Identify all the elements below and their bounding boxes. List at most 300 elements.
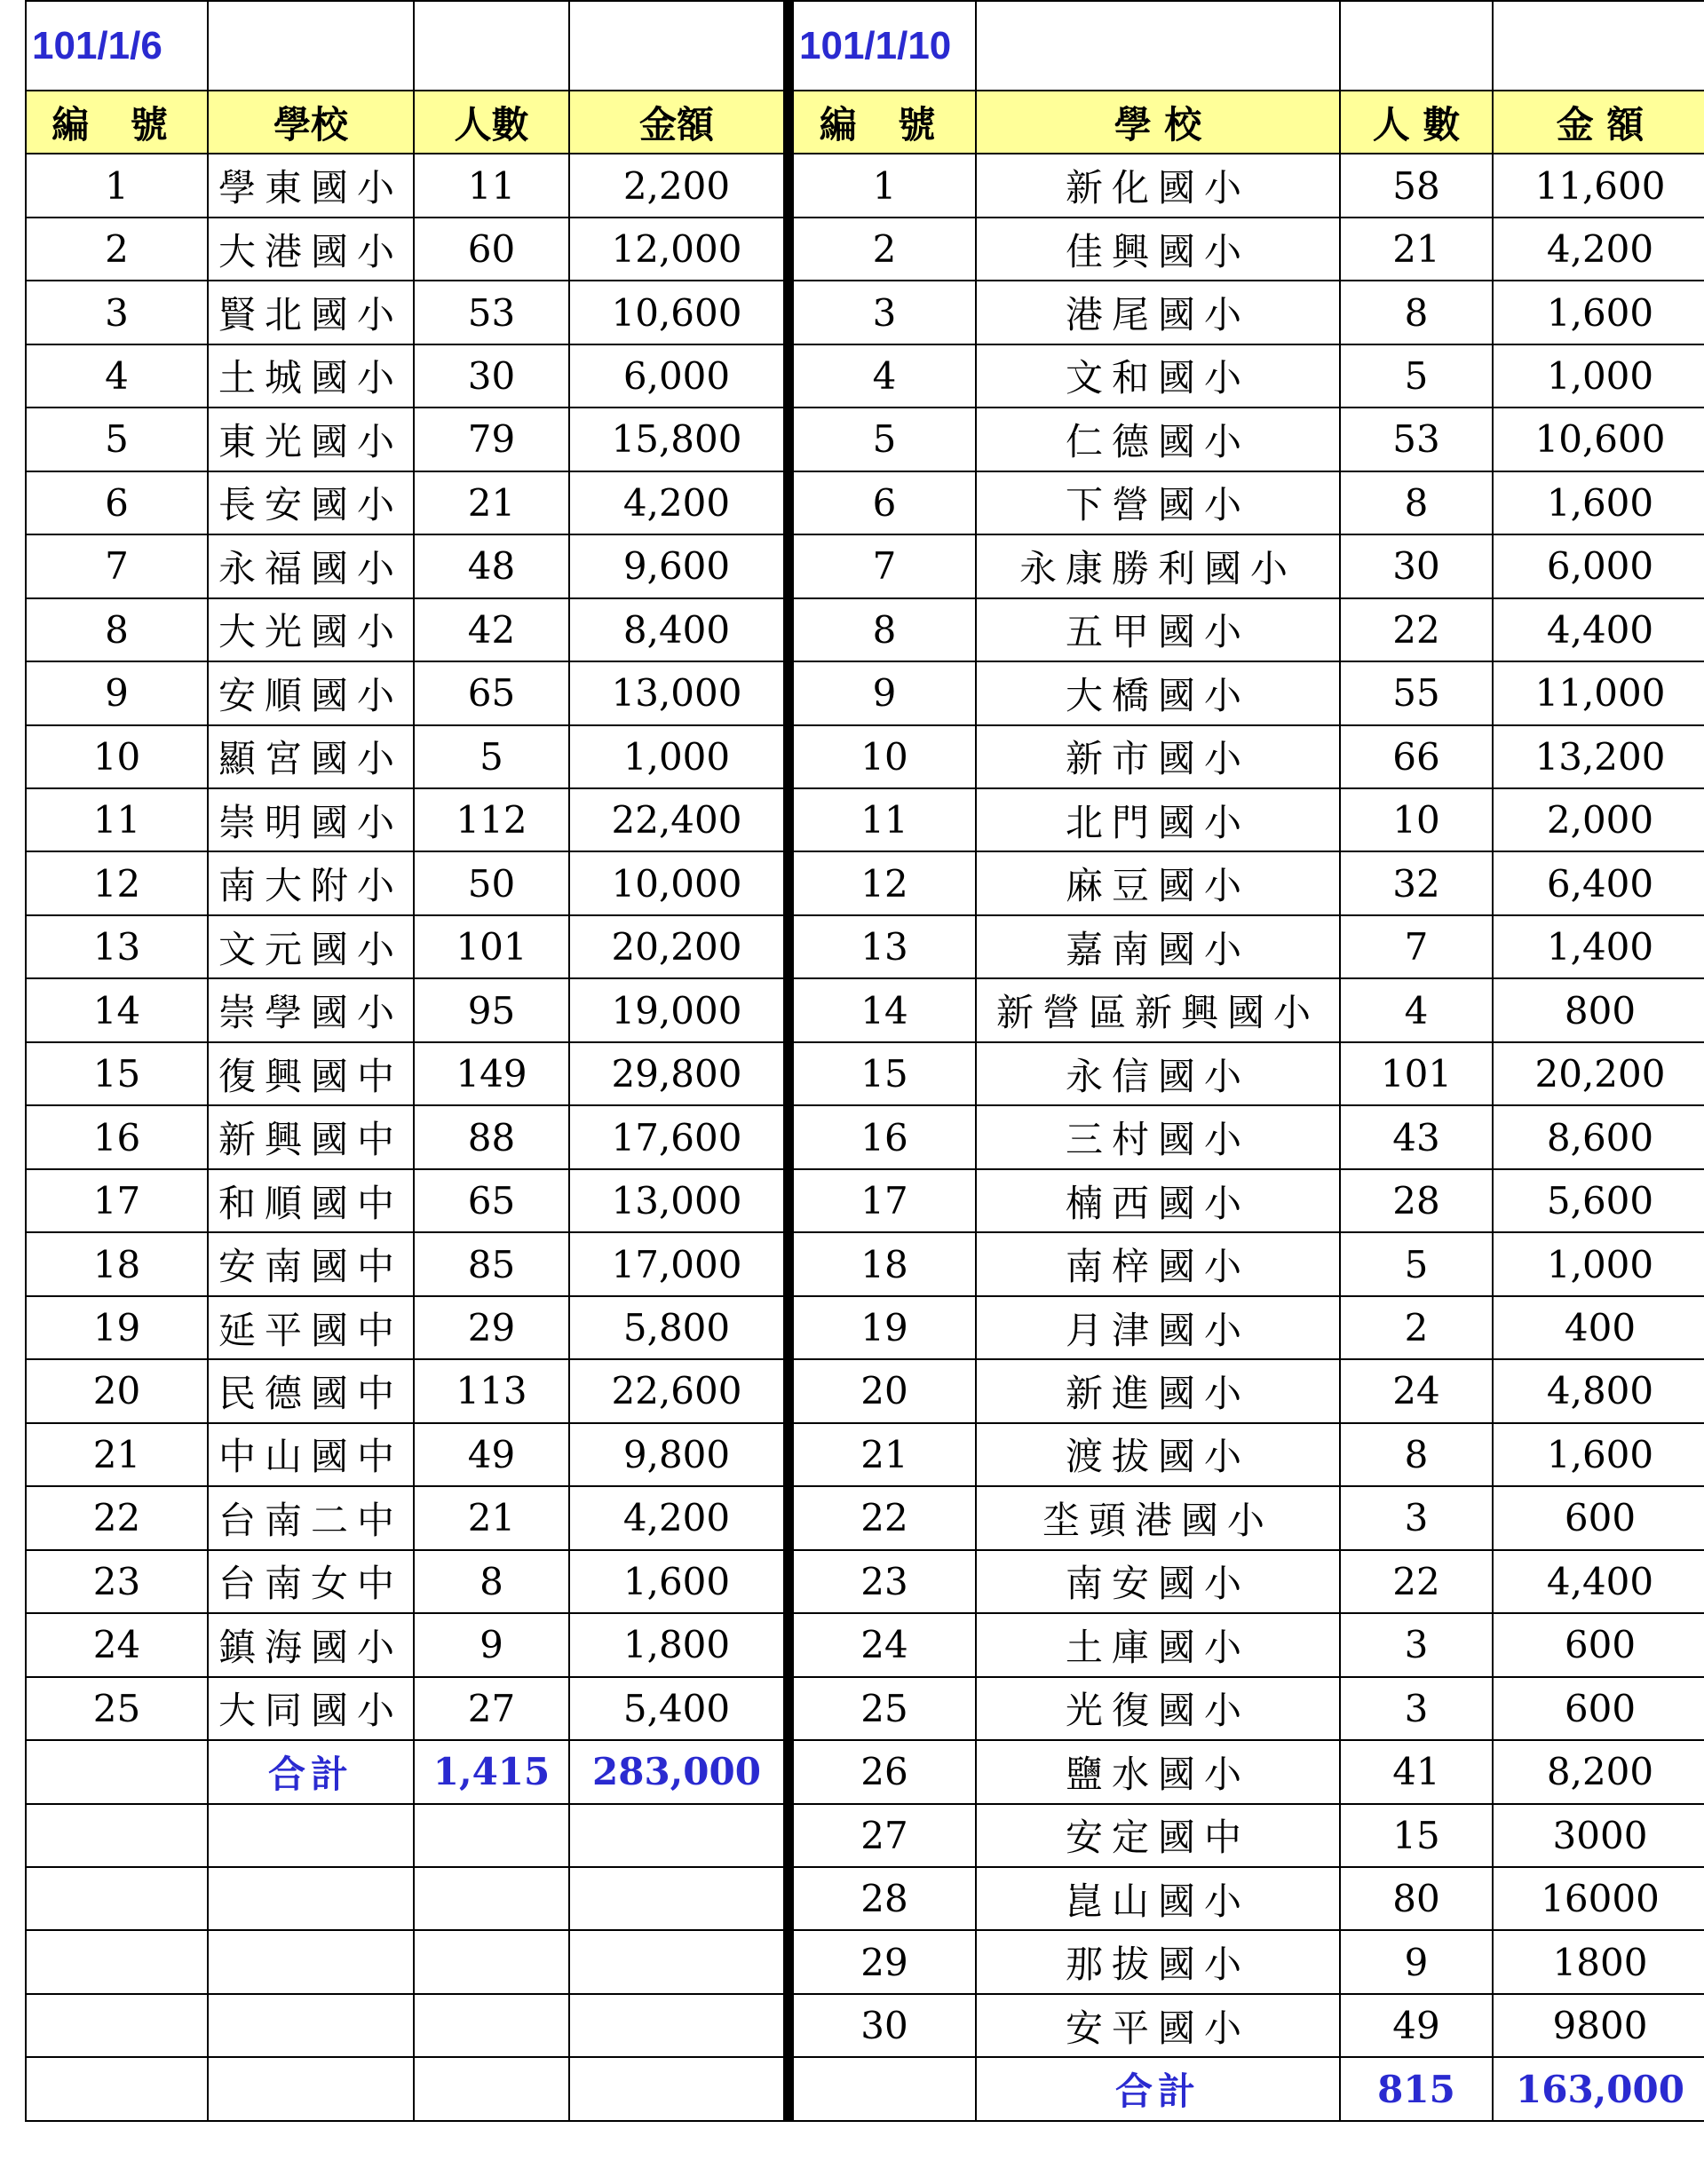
amount-value: 3000	[1493, 1804, 1704, 1867]
amount-value: 16000	[1493, 1867, 1704, 1930]
school-name: 崑山國小	[976, 1867, 1340, 1930]
empty-cell	[793, 2057, 976, 2121]
table-row	[793, 1804, 1704, 1867]
row-number: 3	[793, 281, 976, 344]
people-count: 21	[1340, 218, 1493, 281]
row-number: 9	[793, 661, 976, 724]
people-count: 15	[1340, 1804, 1493, 1867]
people-count: 50	[414, 851, 569, 914]
table-row	[793, 1930, 1704, 1993]
school-name: 南安國小	[976, 1550, 1340, 1613]
school-name: 五甲國小	[976, 598, 1340, 661]
amount-value: 1,000	[569, 725, 784, 788]
empty-cell	[569, 1994, 784, 2057]
school-name: 永福國小	[208, 534, 414, 597]
people-count: 22	[1340, 598, 1493, 661]
table-row	[793, 1105, 1704, 1168]
empty-cell	[26, 1867, 208, 1930]
empty-cell	[414, 1930, 569, 1993]
people-count: 30	[414, 344, 569, 408]
table-row	[793, 1486, 1704, 1549]
amount-value: 10,000	[569, 851, 784, 914]
empty-row	[26, 1804, 784, 1867]
row-number: 8	[793, 598, 976, 661]
amount-value: 9,600	[569, 534, 784, 597]
people-count: 8	[414, 1550, 569, 1613]
amount-value: 8,200	[1493, 1740, 1704, 1803]
amount-value: 600	[1493, 1677, 1704, 1740]
table-row	[793, 1867, 1704, 1930]
left-table-body	[26, 1, 784, 2121]
people-count: 49	[1340, 1994, 1493, 2057]
amount-value: 600	[1493, 1486, 1704, 1549]
school-name: 下營國小	[976, 471, 1340, 534]
people-count: 65	[414, 661, 569, 724]
empty-row	[26, 2057, 784, 2121]
table-row	[793, 471, 1704, 534]
amount-value: 17,000	[569, 1232, 784, 1295]
people-count: 30	[1340, 534, 1493, 597]
table-row	[793, 534, 1704, 597]
table-row	[26, 1105, 784, 1168]
amount-value: 22,400	[569, 788, 784, 851]
empty-cell	[208, 1994, 414, 2057]
school-name: 港尾國小	[976, 281, 1340, 344]
row-number: 13	[26, 915, 208, 978]
school-name: 台南二中	[208, 1486, 414, 1549]
row-number: 4	[793, 344, 976, 408]
row-number: 11	[793, 788, 976, 851]
amount-value: 5,800	[569, 1296, 784, 1359]
amount-value: 19,000	[569, 978, 784, 1041]
row-number: 22	[26, 1486, 208, 1549]
people-count: 9	[1340, 1930, 1493, 1993]
row-number: 10	[793, 725, 976, 788]
row-number: 5	[793, 408, 976, 471]
people-count: 42	[414, 598, 569, 661]
row-number: 16	[793, 1105, 976, 1168]
people-count: 65	[414, 1169, 569, 1232]
school-name: 崇明國小	[208, 788, 414, 851]
total-amount: 283,000	[569, 1740, 784, 1803]
school-name: 新興國中	[208, 1105, 414, 1168]
school-name: 民德國中	[208, 1359, 414, 1422]
right-table-body	[793, 1, 1704, 2121]
row-number: 26	[793, 1740, 976, 1803]
people-count: 48	[414, 534, 569, 597]
table-row	[793, 1994, 1704, 2057]
people-count: 80	[1340, 1867, 1493, 1930]
people-count: 149	[414, 1042, 569, 1105]
school-name: 佳興國小	[976, 218, 1340, 281]
people-count: 85	[414, 1232, 569, 1295]
table-row	[26, 851, 784, 914]
people-count: 5	[414, 725, 569, 788]
amount-value: 4,200	[1493, 218, 1704, 281]
amount-value: 11,000	[1493, 661, 1704, 724]
total-label: 合計	[976, 2057, 1340, 2121]
empty-cell	[208, 1, 414, 91]
table-row	[26, 1677, 784, 1740]
amount-value: 2,000	[1493, 788, 1704, 851]
amount-value: 20,200	[569, 915, 784, 978]
row-number: 18	[793, 1232, 976, 1295]
table-row	[793, 344, 1704, 408]
table-row	[793, 1169, 1704, 1232]
table-row	[26, 788, 784, 851]
amount-value: 10,600	[569, 281, 784, 344]
row-number: 30	[793, 1994, 976, 2057]
school-name: 復興國中	[208, 1042, 414, 1105]
people-count: 53	[414, 281, 569, 344]
amount-value: 1,600	[569, 1550, 784, 1613]
date-label: 101/1/6	[26, 1, 208, 91]
amount-value: 22,600	[569, 1359, 784, 1422]
school-name: 安平國小	[976, 1994, 1340, 2057]
amount-value: 800	[1493, 978, 1704, 1041]
date-row	[26, 1, 784, 91]
table-row	[793, 1613, 1704, 1676]
people-count: 95	[414, 978, 569, 1041]
amount-value: 1,600	[1493, 1423, 1704, 1486]
row-number: 27	[793, 1804, 976, 1867]
table-row	[26, 725, 784, 788]
header-no: 編 號	[793, 91, 976, 154]
school-name: 崇學國小	[208, 978, 414, 1041]
amount-value: 15,800	[569, 408, 784, 471]
table-row	[793, 1296, 1704, 1359]
table-row	[26, 344, 784, 408]
school-name: 大港國小	[208, 218, 414, 281]
empty-row	[26, 1930, 784, 1993]
amount-value: 600	[1493, 1613, 1704, 1676]
amount-value: 8,600	[1493, 1105, 1704, 1168]
table-row	[26, 471, 784, 534]
table-row	[26, 534, 784, 597]
table-row	[793, 408, 1704, 471]
people-count: 41	[1340, 1740, 1493, 1803]
right-table-101-1-10	[792, 0, 1704, 2122]
row-number: 28	[793, 1867, 976, 1930]
row-number: 17	[793, 1169, 976, 1232]
empty-cell	[1340, 1, 1493, 91]
people-count: 3	[1340, 1613, 1493, 1676]
school-name: 和順國中	[208, 1169, 414, 1232]
row-number: 21	[793, 1423, 976, 1486]
sheet-wrapper	[25, 0, 1703, 2122]
people-count: 29	[414, 1296, 569, 1359]
row-number: 4	[26, 344, 208, 408]
people-count: 10	[1340, 788, 1493, 851]
people-count: 27	[414, 1677, 569, 1740]
row-number: 9	[26, 661, 208, 724]
row-number: 14	[26, 978, 208, 1041]
header-people: 人 數	[1340, 91, 1493, 154]
school-name: 安南國中	[208, 1232, 414, 1295]
people-count: 8	[1340, 1423, 1493, 1486]
people-count: 79	[414, 408, 569, 471]
header-school: 學校	[208, 91, 414, 154]
header-school: 學 校	[976, 91, 1340, 154]
empty-cell	[26, 1740, 208, 1803]
people-count: 7	[1340, 915, 1493, 978]
total-row	[793, 2057, 1704, 2121]
empty-cell	[569, 2057, 784, 2121]
table-row	[26, 281, 784, 344]
row-number: 7	[26, 534, 208, 597]
amount-value: 1,400	[1493, 915, 1704, 978]
table-row	[793, 1423, 1704, 1486]
row-number: 20	[793, 1359, 976, 1422]
empty-cell	[414, 1804, 569, 1867]
amount-value: 1,000	[1493, 1232, 1704, 1295]
empty-cell	[569, 1, 784, 91]
table-row	[793, 218, 1704, 281]
empty-cell	[414, 1994, 569, 2057]
school-name: 嘉南國小	[976, 915, 1340, 978]
people-count: 53	[1340, 408, 1493, 471]
amount-value: 1,000	[1493, 344, 1704, 408]
school-name: 三村國小	[976, 1105, 1340, 1168]
table-row	[793, 154, 1704, 217]
empty-row	[26, 1994, 784, 2057]
row-number: 3	[26, 281, 208, 344]
row-number: 24	[793, 1613, 976, 1676]
people-count: 55	[1340, 661, 1493, 724]
row-number: 2	[26, 218, 208, 281]
amount-value: 9800	[1493, 1994, 1704, 2057]
row-number: 22	[793, 1486, 976, 1549]
empty-cell	[414, 2057, 569, 2121]
empty-cell	[569, 1867, 784, 1930]
school-name: 學東國小	[208, 154, 414, 217]
empty-cell	[26, 1994, 208, 2057]
school-name: 土庫國小	[976, 1613, 1340, 1676]
amount-value: 11,600	[1493, 154, 1704, 217]
table-row	[793, 1042, 1704, 1105]
header-amount: 金額	[569, 91, 784, 154]
school-name: 文和國小	[976, 344, 1340, 408]
header-people: 人數	[414, 91, 569, 154]
amount-value: 10,600	[1493, 408, 1704, 471]
people-count: 28	[1340, 1169, 1493, 1232]
school-name: 那拔國小	[976, 1930, 1340, 1993]
school-name: 坔頭港國小	[976, 1486, 1340, 1549]
amount-value: 13,200	[1493, 725, 1704, 788]
school-name: 新化國小	[976, 154, 1340, 217]
table-row	[793, 978, 1704, 1041]
school-name: 永信國小	[976, 1042, 1340, 1105]
school-name: 仁德國小	[976, 408, 1340, 471]
amount-value: 13,000	[569, 1169, 784, 1232]
row-number: 20	[26, 1359, 208, 1422]
row-number: 16	[26, 1105, 208, 1168]
people-count: 21	[414, 1486, 569, 1549]
header-amount: 金 額	[1493, 91, 1704, 154]
header-row	[793, 91, 1704, 154]
people-count: 11	[414, 154, 569, 217]
school-name: 永康勝利國小	[976, 534, 1340, 597]
people-count: 49	[414, 1423, 569, 1486]
people-count: 113	[414, 1359, 569, 1422]
row-number: 24	[26, 1613, 208, 1676]
empty-cell	[26, 1930, 208, 1993]
table-row	[793, 725, 1704, 788]
table-row	[793, 915, 1704, 978]
table-row	[26, 154, 784, 217]
people-count: 101	[1340, 1042, 1493, 1105]
table-row	[26, 218, 784, 281]
school-name: 鹽水國小	[976, 1740, 1340, 1803]
row-number: 8	[26, 598, 208, 661]
school-name: 大同國小	[208, 1677, 414, 1740]
school-name: 長安國小	[208, 471, 414, 534]
row-number: 13	[793, 915, 976, 978]
row-number: 11	[26, 788, 208, 851]
row-number: 18	[26, 1232, 208, 1295]
people-count: 3	[1340, 1486, 1493, 1549]
amount-value: 4,400	[1493, 598, 1704, 661]
row-number: 12	[793, 851, 976, 914]
people-count: 58	[1340, 154, 1493, 217]
amount-value: 1,800	[569, 1613, 784, 1676]
empty-cell	[976, 1, 1340, 91]
row-number: 15	[26, 1042, 208, 1105]
row-number: 23	[793, 1550, 976, 1613]
total-amount: 163,000	[1493, 2057, 1704, 2121]
row-number: 14	[793, 978, 976, 1041]
school-name: 安定國中	[976, 1804, 1340, 1867]
date-label: 101/1/10	[793, 1, 976, 91]
row-number: 7	[793, 534, 976, 597]
school-name: 新進國小	[976, 1359, 1340, 1422]
people-count: 22	[1340, 1550, 1493, 1613]
school-name: 新營區新興國小	[976, 978, 1340, 1041]
table-row	[26, 978, 784, 1041]
people-count: 32	[1340, 851, 1493, 914]
table-row	[793, 851, 1704, 914]
row-number: 21	[26, 1423, 208, 1486]
table-row	[793, 661, 1704, 724]
row-number: 19	[793, 1296, 976, 1359]
table-row	[793, 598, 1704, 661]
amount-value: 4,200	[569, 471, 784, 534]
people-count: 21	[414, 471, 569, 534]
row-number: 2	[793, 218, 976, 281]
school-name: 文元國小	[208, 915, 414, 978]
row-number: 12	[26, 851, 208, 914]
table-row	[26, 1423, 784, 1486]
people-count: 8	[1340, 281, 1493, 344]
amount-value: 6,400	[1493, 851, 1704, 914]
school-name: 楠西國小	[976, 1169, 1340, 1232]
table-row	[793, 1232, 1704, 1295]
row-number: 29	[793, 1930, 976, 1993]
empty-cell	[569, 1930, 784, 1993]
people-count: 66	[1340, 725, 1493, 788]
amount-value: 4,200	[569, 1486, 784, 1549]
total-people: 815	[1340, 2057, 1493, 2121]
amount-value: 20,200	[1493, 1042, 1704, 1105]
people-count: 101	[414, 915, 569, 978]
school-name: 大光國小	[208, 598, 414, 661]
row-number: 5	[26, 408, 208, 471]
table-row	[793, 1359, 1704, 1422]
people-count: 60	[414, 218, 569, 281]
table-row	[26, 661, 784, 724]
date-row	[793, 1, 1704, 91]
people-count: 43	[1340, 1105, 1493, 1168]
people-count: 9	[414, 1613, 569, 1676]
table-row	[26, 1232, 784, 1295]
school-name: 延平國中	[208, 1296, 414, 1359]
amount-value: 5,400	[569, 1677, 784, 1740]
people-count: 5	[1340, 344, 1493, 408]
row-number: 17	[26, 1169, 208, 1232]
amount-value: 2,200	[569, 154, 784, 217]
row-number: 1	[793, 154, 976, 217]
empty-cell	[208, 1930, 414, 1993]
table-row	[26, 1296, 784, 1359]
people-count: 8	[1340, 471, 1493, 534]
amount-value: 9,800	[569, 1423, 784, 1486]
school-name: 月津國小	[976, 1296, 1340, 1359]
people-count: 88	[414, 1105, 569, 1168]
amount-value: 13,000	[569, 661, 784, 724]
empty-cell	[414, 1, 569, 91]
table-row	[26, 1359, 784, 1422]
people-count: 24	[1340, 1359, 1493, 1422]
row-number: 10	[26, 725, 208, 788]
school-name: 南梓國小	[976, 1232, 1340, 1295]
amount-value: 1,600	[1493, 281, 1704, 344]
amount-value: 29,800	[569, 1042, 784, 1105]
table-row	[793, 281, 1704, 344]
table-row	[26, 1486, 784, 1549]
amount-value: 400	[1493, 1296, 1704, 1359]
amount-value: 1,600	[1493, 471, 1704, 534]
table-row	[26, 1042, 784, 1105]
school-name: 顯宮國小	[208, 725, 414, 788]
row-number: 25	[793, 1677, 976, 1740]
school-name: 台南女中	[208, 1550, 414, 1613]
table-row	[26, 1613, 784, 1676]
amount-value: 12,000	[569, 218, 784, 281]
table-divider	[785, 0, 792, 2122]
empty-cell	[26, 2057, 208, 2121]
amount-value: 17,600	[569, 1105, 784, 1168]
school-name: 南大附小	[208, 851, 414, 914]
row-number: 6	[793, 471, 976, 534]
table-row	[793, 1550, 1704, 1613]
school-name: 安順國小	[208, 661, 414, 724]
table-row	[26, 408, 784, 471]
header-no: 編 號	[26, 91, 208, 154]
table-row	[26, 1550, 784, 1613]
total-label: 合計	[208, 1740, 414, 1803]
empty-cell	[208, 1804, 414, 1867]
header-row	[26, 91, 784, 154]
total-row	[26, 1740, 784, 1803]
amount-value: 6,000	[569, 344, 784, 408]
table-row	[26, 915, 784, 978]
empty-cell	[208, 1867, 414, 1930]
people-count: 112	[414, 788, 569, 851]
school-name: 東光國小	[208, 408, 414, 471]
amount-value: 4,800	[1493, 1359, 1704, 1422]
table-row	[26, 1169, 784, 1232]
empty-row	[26, 1867, 784, 1930]
